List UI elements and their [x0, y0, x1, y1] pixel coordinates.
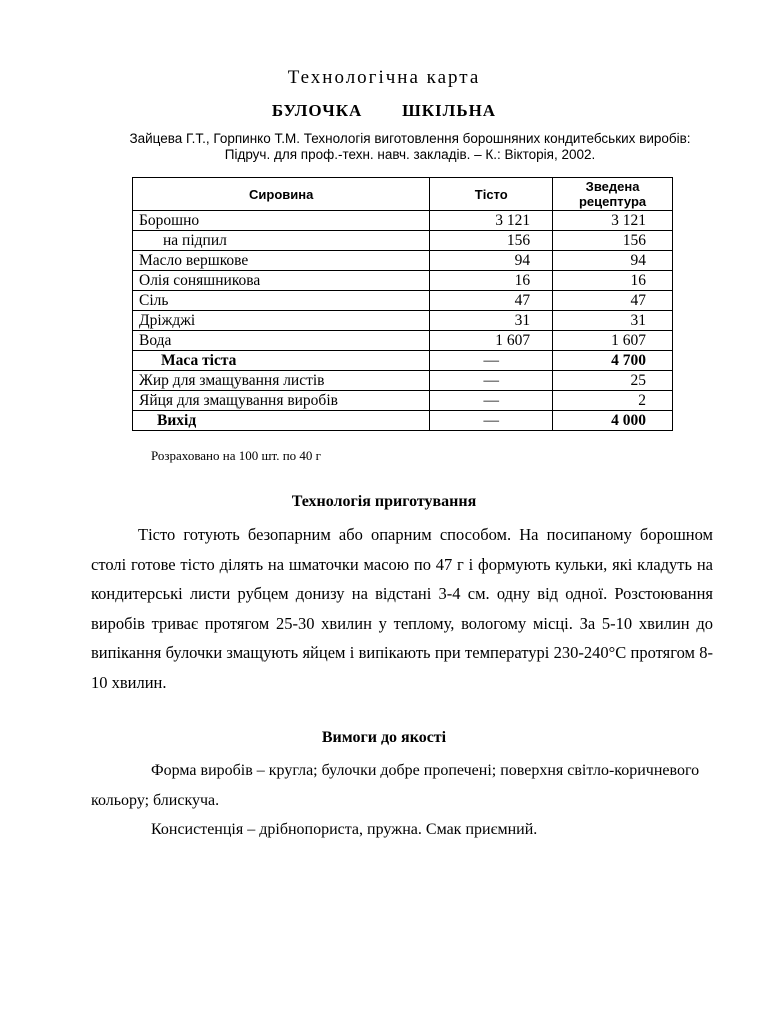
- header-ingredient: Сировина: [133, 178, 430, 211]
- table-row: [133, 271, 673, 291]
- row-dough: 1 607: [430, 331, 553, 351]
- row-total: 25: [553, 371, 673, 391]
- header-dough: Тісто: [430, 178, 553, 211]
- recipe-table: [132, 177, 673, 431]
- row-dough: 31: [430, 311, 553, 331]
- row-total: 4 000: [553, 411, 673, 431]
- table-row: [133, 251, 673, 271]
- row-total: 16: [553, 271, 673, 291]
- source-line-1: Зайцева Г.Т., Горпинко Т.М. Технологія виготовлення борошняних кондитебських виробів:: [129, 131, 691, 146]
- table-row: [133, 231, 673, 251]
- row-total: 94: [553, 251, 673, 271]
- row-name: Вихід: [133, 411, 430, 431]
- doc-title: Технологічна карта: [287, 67, 481, 88]
- row-dough: —: [430, 351, 553, 371]
- table-row-yield: [133, 411, 673, 431]
- row-name: Дріжджі: [133, 311, 430, 331]
- quality-text: [91, 756, 713, 845]
- header-summary-line2: рецептура: [578, 194, 647, 209]
- preparation-title: Технологія приготування: [291, 493, 477, 510]
- row-dough: 94: [430, 251, 553, 271]
- row-name: на підпил: [133, 231, 430, 251]
- table-row: [133, 331, 673, 351]
- row-name: Жир для змащування листів: [133, 371, 430, 391]
- row-name: Маса тіста: [133, 351, 430, 371]
- source-citation: [60, 131, 760, 163]
- table-row: [133, 391, 673, 411]
- row-dough: —: [430, 411, 553, 431]
- row-total: 1 607: [553, 331, 673, 351]
- quality-title: Вимоги до якості: [321, 729, 447, 746]
- row-name: Яйця для змащування виробів: [133, 391, 430, 411]
- preparation-paragraph: Тісто готують безопарним або опарним способом. На посипаному борошном столі готове тісто ділять на шматочки масою по 47 г і формують кульки, які кладуть на кондитерські листи рубцем донизу на відстані 3-4 см. одну від одної. Розстоювання виробів триває протягом 25-30 хвилин у теплому, вологому місці. За 5-10 хвилин до випікання булочки змащують яйцем і випікають при температурі 230-240°С протягом 8-10 хвилин.: [91, 525, 713, 692]
- table-row: [133, 311, 673, 331]
- row-dough: 16: [430, 271, 553, 291]
- yield-note: Розраховано на 100 шт. по 40 г: [151, 448, 321, 463]
- row-total: 3 121: [553, 211, 673, 231]
- row-dough: —: [430, 371, 553, 391]
- preparation-text: [91, 520, 713, 697]
- row-name: Сіль: [133, 291, 430, 311]
- row-dough: —: [430, 391, 553, 411]
- table-row: [133, 291, 673, 311]
- table-row: [133, 211, 673, 231]
- row-total: 4 700: [553, 351, 673, 371]
- header-summary-line1: Зведена: [585, 179, 640, 194]
- table-row-dough-mass: [133, 351, 673, 371]
- quality-paragraph-2: Консистенція – дрібнопориста, пружна. Смак приємний.: [151, 821, 538, 838]
- row-name: Вода: [133, 331, 430, 351]
- header-summary: [553, 178, 673, 211]
- row-name: Олія соняшникова: [133, 271, 430, 291]
- table-row: [133, 371, 673, 391]
- quality-paragraph-1: Форма виробів – кругла; булочки добре пропечені; поверхня світло-коричневого кольору; блискуча.: [91, 762, 700, 809]
- row-total: 156: [553, 231, 673, 251]
- row-dough: 47: [430, 291, 553, 311]
- row-total: 47: [553, 291, 673, 311]
- row-total: 31: [553, 311, 673, 331]
- row-name: Борошно: [133, 211, 430, 231]
- doc-subtitle: БУЛОЧКА ШКІЛЬНА: [271, 101, 497, 120]
- source-line-2: Підруч. для проф.-техн. навч. закладів. – К.: Вікторія, 2002.: [224, 147, 596, 162]
- row-dough: 156: [430, 231, 553, 251]
- table-header-row: [133, 178, 673, 211]
- row-dough: 3 121: [430, 211, 553, 231]
- row-name: Масло вершкове: [133, 251, 430, 271]
- row-total: 2: [553, 391, 673, 411]
